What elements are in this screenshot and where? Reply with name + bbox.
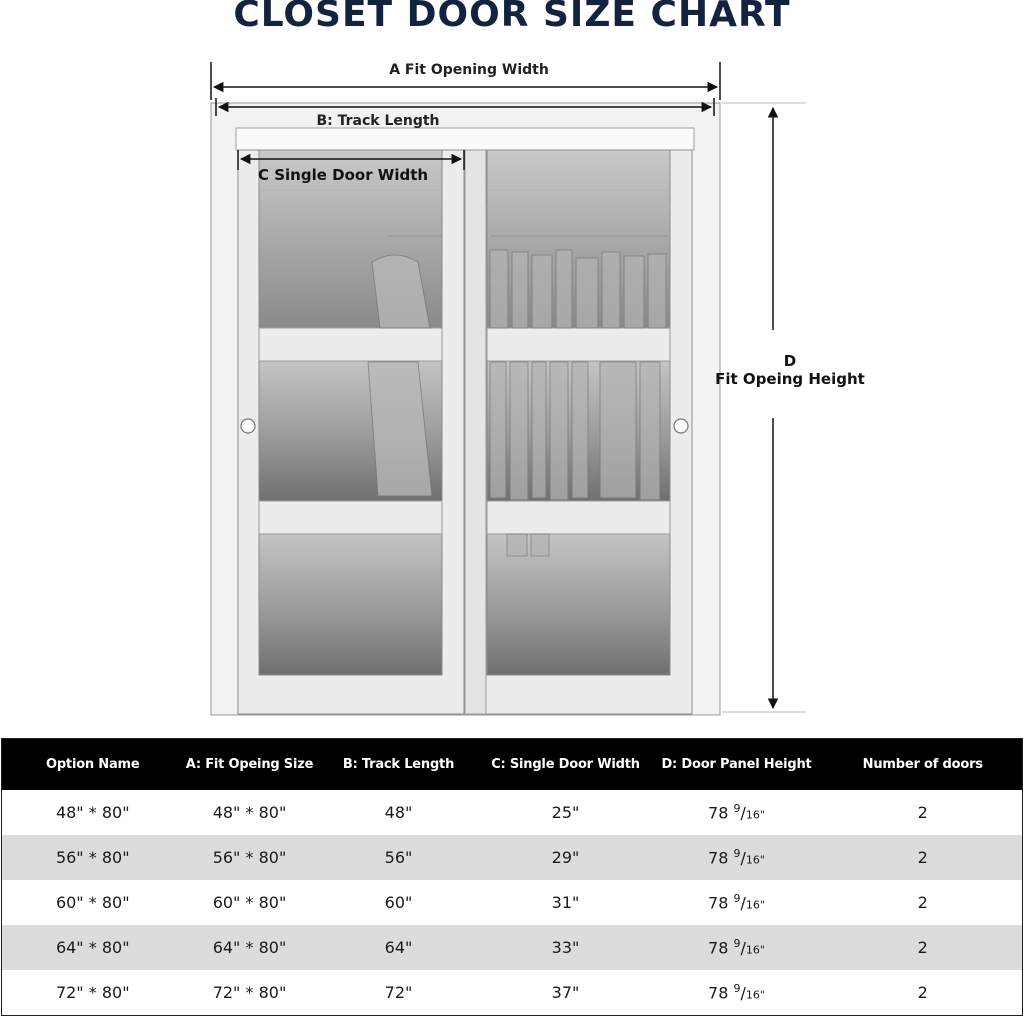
door-handle (241, 419, 255, 433)
table-cell: 60" * 80" (2, 880, 184, 925)
header-door-panel-height: D: Door Panel Height (650, 739, 824, 791)
fraction-whole: 78 (708, 893, 729, 913)
table-cell: 56" * 80" (184, 835, 316, 880)
fraction-numerator: 9 (733, 847, 741, 861)
header-single-door-width: C: Single Door Width (482, 739, 650, 791)
glass-panel (259, 534, 442, 675)
table-cell: 78 $^9$/16" (650, 925, 824, 970)
table-body (2, 790, 1023, 1015)
fraction-numerator: 9 (733, 982, 741, 996)
table-cell: 2 (824, 790, 1023, 835)
fraction-whole: 78 (708, 803, 729, 823)
table-cell: 64" * 80" (2, 925, 184, 970)
page-title: CLOSET DOOR SIZE CHART (233, 0, 791, 35)
table-cell: 64" (316, 925, 482, 970)
table-cell: 2 (824, 970, 1023, 1015)
fraction-denominator: 16" (745, 808, 765, 822)
header-number-of-doors: Number of doors (824, 739, 1023, 791)
fraction-whole: 78 (708, 938, 729, 958)
table-row (2, 835, 1023, 880)
table-cell: 64" * 80" (184, 925, 316, 970)
fraction-denominator: 16" (745, 853, 765, 867)
table-cell: 78 $^9$/16" (650, 880, 824, 925)
door-handle (674, 419, 688, 433)
table-cell: 48" * 80" (2, 790, 184, 835)
fraction-whole: 78 (708, 983, 729, 1003)
dimension-d (715, 103, 865, 712)
table-cell: 78 $^9$/16" (650, 835, 824, 880)
table-row (2, 970, 1023, 1015)
label-single-door-width: C Single Door Width (258, 166, 429, 184)
label-track-length: B: Track Length (316, 113, 440, 129)
table-cell: 29" (482, 835, 650, 880)
fraction-numerator: 9 (733, 802, 741, 816)
header-option-name: Option Name (2, 739, 184, 791)
table-cell: 60" (316, 880, 482, 925)
table-cell: 56" * 80" (2, 835, 184, 880)
table-row (2, 790, 1023, 835)
fraction-denominator: 16" (745, 943, 765, 957)
header-fit-opening-size: A: Fit Opeing Size (184, 739, 316, 791)
fraction-whole: 78 (708, 848, 729, 868)
table-cell: 72" (316, 970, 482, 1015)
fraction-denominator: 16" (745, 898, 765, 912)
label-d-letter: D (783, 352, 797, 370)
table-cell: 78 $^9$/16" (650, 970, 824, 1015)
dimension-a (211, 62, 720, 100)
table-cell: 72" * 80" (184, 970, 316, 1015)
left-door (238, 150, 464, 714)
fraction-numerator: 9 (733, 937, 741, 951)
header-track-length: B: Track Length (316, 739, 482, 791)
label-fit-opening-height: Fit Opeing Height (715, 370, 865, 388)
table-cell: 2 (824, 835, 1023, 880)
fraction-denominator: 16" (745, 988, 765, 1002)
table-cell: 33" (482, 925, 650, 970)
table-row (2, 925, 1023, 970)
table-cell: 60" * 80" (184, 880, 316, 925)
table-cell: 25" (482, 790, 650, 835)
fraction-numerator: 9 (733, 892, 741, 906)
table-row (2, 880, 1023, 925)
right-door (465, 150, 692, 714)
table-cell: 2 (824, 925, 1023, 970)
table-cell: 56" (316, 835, 482, 880)
label-fit-opening-width: A Fit Opening Width (389, 62, 549, 78)
table-cell: 48" * 80" (184, 790, 316, 835)
table-cell: 37" (482, 970, 650, 1015)
table-cell: 78 $^9$/16" (650, 790, 824, 835)
table-cell: 72" * 80" (2, 970, 184, 1015)
table-cell: 2 (824, 880, 1023, 925)
header-track (236, 128, 694, 150)
table-cell: 48" (316, 790, 482, 835)
size-table (1, 738, 1023, 1016)
table-cell: 31" (482, 880, 650, 925)
table-header-row (2, 739, 1023, 791)
